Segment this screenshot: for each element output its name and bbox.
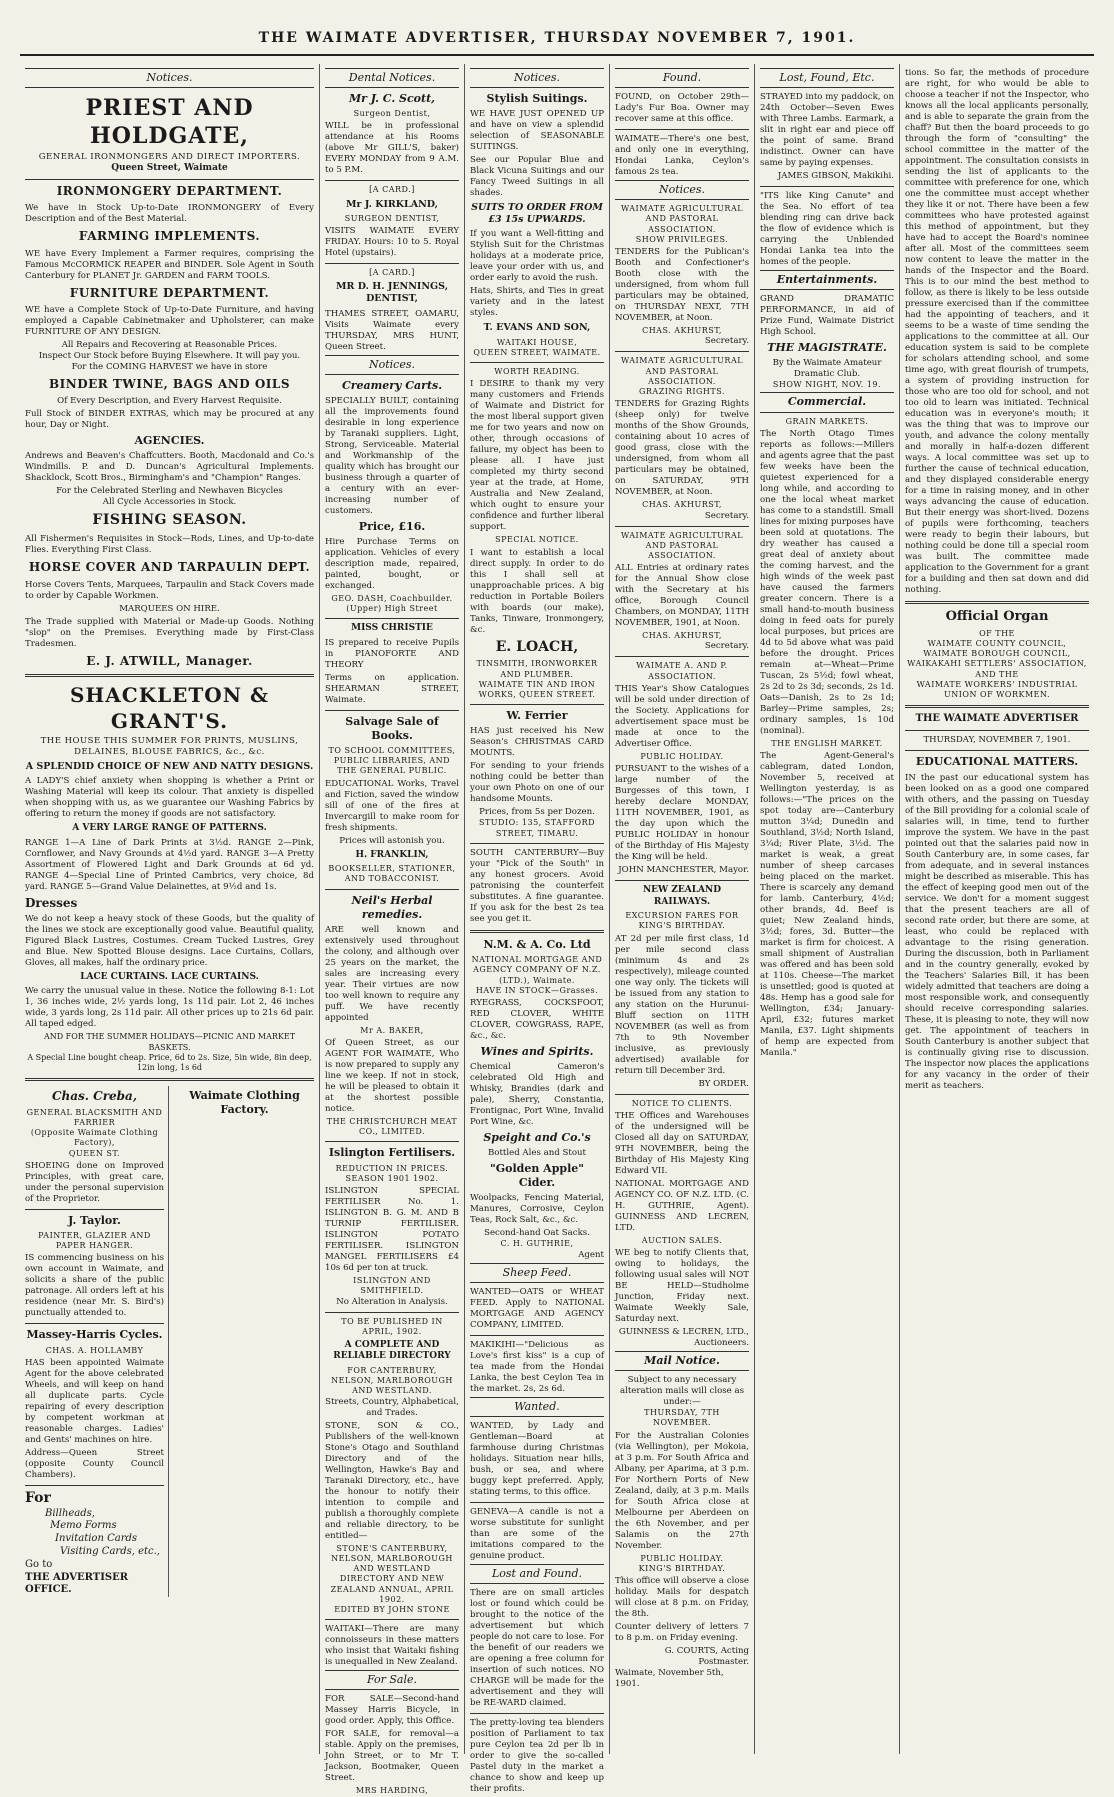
pretty-text: The pretty-loving tea blenders position of Parliament to tax pure Ceylon tea 2d per lb in order to give the so-called Pastel duty in the market a chance to show and keep up their profits.	[470, 1717, 604, 1794]
divider	[325, 263, 459, 264]
section-heading: Commercial.	[760, 392, 894, 412]
show-night: SHOW NIGHT, NOV. 19.	[772, 380, 882, 390]
editorial-text: IN the past our educational system has been looked on as a good one compared with others, and the passing on Tuesday of the Bill providing for a colonial scale of salaries will, in time, tend to further improve the system. We have in the past pointed out that the salaries paid now in South Canterbury are, in some cases, far from adequate, and in several instances might be described as miserable. This has the effect of keeping good men out of the service. We don't for a moment suggest that the present teachers are all of second rate order, but there are some, at least, who could be replaced with advantage to the rising generation. During the discussion, both in Parliament and in the country generally, evoked by the Teachers' Salaries Bill, it has been widely admitted that teachers are doing a most responsible work, and consequently should receive corresponding salaries. These, it is pleasing to note, they will now get. The appointment of teachers in South Canterbury is another subject that is continually giving rise to discussion. The inspector now places the applications for any vacancy in the order of their merit as teachers.	[905, 773, 1089, 1092]
lace-text: We carry the unusual value in these. Notice the following 8-1: Lot 1, 36 inches wide, 2½ yards long, 1s 11d pair. Lot 2, 46 inches wide, 3 yards long, 2s 11d pair. All other prices up to 21s 6d pair. All taped edged.	[25, 986, 314, 1030]
auction-heading: AUCTION SALES.	[641, 1235, 723, 1245]
edited-text: EDITED BY JOHN STONE	[334, 1605, 450, 1615]
nma-title: N.M. & A. Co. Ltd	[483, 937, 591, 951]
grazing-text: TENDERS for Grazing Rights (sheep only) for twelve months of the Show Grounds, containing about 10 acres of good grass, close with the undersigned, from whom all particulars may be obtained, on SATURDAY, 9TH NOVEMBER, at Noon.	[615, 399, 749, 498]
creamery-text: SPECIALLY BUILT, containing all the improvements found desirable in long experience by Taranaki suppliers. Light, Strong, Serviceable. Material and Workmanship of the quality which has brought our business through a quarter of a century with an ever-increasing number of customers.	[325, 395, 459, 516]
show-heading: WAIMATE AGRICULTURAL AND PASTORAL ASSOCIATION.	[620, 204, 744, 234]
grain-text: The North Otago Times reports as follows:—Millers and agents agree that the past few weeks have been the quietest experienced for a long while, and according to one the local wheat market has come to a standstill. Small lines for mixing purposes have been sold at quotations. The dry weather has caused a great deal of anxiety about the coming harvest, and the high winds of the week past have caused the farmers greater concern. There is a small hand-to-mouth business doing in feed oats for purely local purposes, but prices are 4d to 5d above what was paid before the drought. Prices remain at—Wheat—Prime Tuscan, 2s 5½d; fowl wheat, 2s 2d to 2s 3d; seconds, 2s 1d. Oats—Danish, 2s to 2s 1d; Barley—Prime samples, 2s; ordinary samples, 1s 10d (nominal).	[760, 428, 894, 736]
wines-title: Wines and Spirits.	[480, 1044, 594, 1058]
privileges-text: TENDERS for the Publican's Booth and Confectioner's Booth close with the undersigned, from whom full particulars may be obtained, on THURSDAY NEXT, 7TH NOVEMBER, at Noon.	[615, 247, 749, 324]
divider	[470, 843, 604, 844]
golden-title: "Golden Apple" Cider.	[490, 1162, 584, 1190]
creamery-title: Creamery Carts.	[341, 378, 443, 392]
taylor-title: J. Taylor.	[68, 1213, 121, 1227]
divider	[25, 1209, 164, 1210]
newspaper-columns	[20, 64, 1094, 1796]
divider	[25, 1078, 314, 1081]
creba-street: QUEEN ST.	[68, 1148, 121, 1158]
evans-street: QUEEN STREET, WAIMATE.	[473, 347, 601, 357]
no-alteration-text: No Alteration in Analysis.	[336, 1296, 448, 1307]
divider	[615, 880, 749, 881]
section-heading: Found.	[615, 68, 749, 88]
public-text: PURSUANT to the wishes of a large number of the Burgesses of this town, I hereby declare MONDAY, 11TH NOVEMBER, 1901, as the day upon which the PUBLIC HOLIDAY in honour of the Birthday of His Majesty the King will be held.	[615, 764, 749, 863]
firm-location: Queen Street, Waimate	[111, 163, 228, 174]
section-heading: Sheep Feed.	[470, 1263, 604, 1283]
meat-co: THE CHRISTCHURCH MEAT CO., LIMITED.	[326, 1117, 458, 1137]
column-2	[320, 64, 465, 1796]
shackleton-sub: THE HOUSE THIS SUMMER FOR PRINTS, MUSLINS, DELAINES, BLOUSE FABRICS, &c., &c.	[40, 736, 299, 757]
divider	[325, 1619, 459, 1620]
furniture-text: WE have a Complete Stock of Up-to-Date Furniture, and having employed a Capable Cabinetmaker and Upholsterer, can make FURNITURE OF ANY DESIGN.	[25, 304, 314, 337]
org1-label: WAIMATE COUNTY COUNCIL,	[927, 638, 1067, 648]
masthead	[20, 20, 1094, 70]
bicycles-text: For the Celebrated Sterling and Newhaven Bicycles	[56, 486, 283, 497]
for-sale-text: FOR SALE—Second-hand Massey Harris Bicycle, in good order. Apply, this Office.	[325, 1694, 459, 1727]
waitaki-text: WAITAKI—There are many connoisseurs in these matters who insist that Waitaki fishing is unequalled in New Zealand.	[325, 1624, 459, 1668]
wines-text: Chemical Cameron's celebrated Old High and Whisky, Brandies (dark and pale), Sherry, Constantia, Frontignac, Port Wine, Invalid Port Wine, &c.	[470, 1062, 604, 1128]
masthead-rule	[20, 54, 1094, 56]
picnic-text: AND FOR THE SUMMER HOLIDAYS—PICNIC AND MARKET BASKETS.	[43, 1032, 296, 1052]
section-heading: Mail Notice.	[615, 1351, 749, 1371]
mail-sub: Subject to any necessary alteration mails will close as under:—	[619, 1375, 745, 1408]
splendid-heading: A SPLENDID CHOICE OF NEW AND NATTY DESIGNS.	[25, 760, 314, 772]
memo-label: Memo Forms	[50, 1520, 117, 1532]
marquees-text: MARQUEES ON HIRE.	[119, 603, 220, 614]
creamery-more: Hire Purchase Terms on application. Vehicles of every description made, repaired, painted, bought, or exchanged.	[325, 536, 459, 591]
card-label: [A CARD.]	[369, 268, 415, 278]
neils-text: ARE well known and extensively used throughout the colony, and although over 25 years on the market, the sales are increasing every year. Their virtues are now too well known to require any puff. We have recently appointed	[325, 924, 459, 1023]
geneva-text: GENEVA—A candle is not a worse substitute for sunlight than are some of the imitations compared to the genuine product.	[470, 1506, 604, 1561]
trade-text: The Trade supplied with Material or Made-up Goods. Nothing "slop" on the Premises. Everything made by First-Class Tradesmen.	[25, 616, 314, 649]
golden-more: Woolpacks, Fencing Material, Manures, Corrosive, Ceylon Teas, Rock Salt, &c., &c.	[470, 1193, 604, 1226]
thursday-label: THURSDAY, 7TH NOVEMBER.	[644, 1408, 720, 1428]
hats-text: Hats, Shirts, and Ties in great variety and in the latest styles.	[470, 286, 604, 319]
and-the-label: AND THE	[975, 669, 1019, 679]
fertiliser-address: ISLINGTON AND SMITHFIELD.	[353, 1276, 431, 1296]
divider	[470, 704, 604, 705]
grain-heading: GRAIN MARKETS.	[785, 416, 869, 426]
divider	[905, 750, 1089, 751]
scott-title: Mr J. C. Scott,	[348, 92, 435, 106]
divider	[615, 1094, 749, 1095]
dresses-heading: Dresses	[25, 895, 78, 910]
goto-label: Go to	[25, 1558, 53, 1570]
belt-text: A Special Line bought cheap. Price, 6d to 2s. Size, 5in wide, 8in deep, 12in long, 1s 6d	[27, 1052, 312, 1073]
invite-label: Invitation Cards	[55, 1533, 138, 1545]
paper-date: THURSDAY, NOVEMBER 7, 1901.	[923, 735, 1071, 746]
binder-heading: BINDER TWINE, BAGS AND OILS	[49, 376, 290, 391]
paper-name: THE WAIMATE ADVERTISER	[915, 713, 1079, 725]
mail-text: For the Australian Colonies (via Wellington), per Mokoia, at 3 p.m. For South Africa and Albany, per Aparima, at 3 p.m. For Northern Ports of New Zealand, daily, at 3 p.m. Mails for South Africa close at Melbourne per Aberdeen on the 6th November, and per Salamis on the 27th November.	[615, 1430, 749, 1551]
akhurst-name: CHAS. AKHURST,	[642, 631, 722, 641]
hollamby-name: CHAS. A. HOLLAMBY	[45, 1345, 144, 1355]
farming-text: WE have Every Implement a Farmer requires, comprising the Famous McCORMICK REAPER and BINDER. Sole Agent in South Canterbury for PLANET Jr. GARDEN and FARM TOOLS.	[25, 248, 314, 281]
agent-label: Agent	[578, 1249, 604, 1260]
org4-label: WAIMATE WORKERS' INDUSTRIAL UNION OF WORKMEN.	[916, 679, 1078, 700]
jennings-title: MR D. H. JENNINGS, DENTIST,	[336, 281, 448, 305]
massey-title: Massey-Harris Cycles.	[26, 1328, 163, 1342]
date-text: Waimate, November 5th, 1901.	[615, 1668, 724, 1690]
akhurst-name: CHAS. AKHURST,	[642, 326, 722, 336]
guinness-name: GUINNESS & LECREN, LTD., Auctioneers.	[618, 1327, 749, 1349]
for-label: For	[25, 1489, 51, 1506]
grand-text: GRAND DRAMATIC PERFORMANCE, in aid of Prize Fund, Waimate District High School.	[760, 294, 894, 338]
ranges-text: RANGE 1—A Line of Dark Prints at 3½d. RANGE 2—Pink, Cornflower, and Navy Grounds at 4½d yard. RANGE 3—A Pretty Assortment of Flowered Light and Dark Grounds at 6d yd. RANGE 4—Special Line of Printed Cambrics, very choice, 8d yard. RANGE 5—Grand Value Delainettes, at 9½d and 1s.	[25, 837, 314, 892]
scott-text: WILL be in professional attendance at his Rooms (above Mr GILL'S, baker) EVERY MONDAY from 9 A.M. to 5 P.M.	[325, 121, 459, 176]
christie-title: MISS CHRISTIE	[351, 623, 433, 634]
column-5	[755, 64, 900, 1754]
office-text: This office will observe a close holiday. Mails for despatch will close at 8 p.m. on Friday, the 8th.	[615, 1576, 749, 1620]
dash-street: (Upper) High Street	[346, 604, 438, 614]
section-heading: Lost and Found.	[470, 1564, 604, 1584]
divider	[615, 129, 749, 130]
suits-title: SUITS TO ORDER FROM £3 15s UPWARDS.	[471, 202, 603, 226]
divider	[470, 1335, 604, 1336]
privileges-heading: SHOW PRIVILEGES.	[635, 234, 729, 244]
column-6	[900, 64, 1094, 1754]
season-text: SEASON 1901 1902.	[345, 1173, 439, 1183]
railways-heading: NEW ZEALAND RAILWAYS.	[642, 885, 722, 907]
ferrier-prices: Prices, from 5s per Dozen.	[479, 807, 595, 818]
waimate-tea-text: WAIMATE—There's one best, and only one in everything, Hondai Lanka, Ceylon's famous 2s tea.	[615, 134, 749, 178]
islington-title: Islington Fertilisers.	[328, 1146, 456, 1160]
section-heading: Wanted.	[470, 1397, 604, 1417]
directory-title: A COMPLETE AND RELIABLE DIRECTORY	[333, 1339, 451, 1362]
excursion-text: AT 2d per mile first class, 1d per mile second class (minimum 4s and 2s respectively), mileage counted one way only. The tickets will be issued from any station to any station on the Hurunui-Bluff section on 11TH NOVEMBER (as well as from 7th to 9th November inclusive, as previously advertised) available for return till December 3rd.	[615, 933, 749, 1076]
baker-text: Of Queen Street, as our AGENT FOR WAIMATE, Who is now prepared to supply any line we keep. If not in stock, he will be pleased to obtain it at the shortest possible notice.	[325, 1038, 459, 1115]
fishing-text: All Fishermen's Requisites in Stock—Rods, Lines, and Up-to-date Flies. Everything First Class.	[25, 534, 314, 556]
ryegrass-text: RYEGRASS, COCKSFOOT, RED CLOVER, WHITE CLOVER, COWGRASS, RAPE, &c., &c.	[470, 997, 604, 1041]
excursion-heading: EXCURSION FARES FOR KING'S BIRTHDAY.	[625, 911, 739, 931]
lace-heading: LACE CURTAINS. LACE CURTAINS.	[80, 971, 259, 982]
franklin-name: H. FRANKLIN,	[355, 849, 429, 860]
masthead-title: THE WAIMATE ADVERTISER, THURSDAY NOVEMBER 7, 1901.	[258, 30, 856, 46]
removal-text: FOR SALE, for removal—a stable. Apply on the premises, John Street, or to Mr T. Jackson, Bootmaker, Queen Street.	[325, 1729, 459, 1784]
closing-heading: NOTICE TO CLIENTS.	[631, 1098, 733, 1108]
entries-text: ALL Entries at ordinary rates for the Annual Show close with the Secretary at his office, Borough Council Chambers, on MONDAY, 11TH NOVEMBER, 1901, at Noon.	[615, 563, 749, 629]
section-heading: Notices.	[615, 180, 749, 200]
divider	[325, 710, 459, 711]
kirkland-sub: SURGEON DENTIST,	[344, 213, 440, 223]
divider	[25, 1485, 164, 1486]
public-heading: PUBLIC HOLIDAY.	[640, 751, 724, 761]
counter-text: Counter delivery of letters 7 to 8 p.m. on Friday evening.	[615, 1622, 749, 1644]
section-heading: Notices.	[325, 355, 459, 375]
education-intro-text: tions. So far, the methods of procedure are right, for who would be able to choose a teacher if not the Inspector, who knows all the local applicants personally, and is able to separate the grain from the chaff? But then the board proceeds to go through the form of "consulting" the school committee in the matter of the appointment. The consultation consists in sending the list of applicants to the committee with preference for one, which one the committee must accept whether they like it or not. There have been a few committees who have protested against this method of appointment, but they have had to accept the Board's nominee after all. Most of the committees seem now content to leave the matter in the hands of the Inspector and the Board. This is to our mind the best method to follow, as there is likely to be less outside pressure exercised than if the committee had the appointing of teachers, and it seems to be a waste of time sending the applications to the committee at all. Our education system is said to be complete for scholars attending school, and some time ago, with great flourish of trumpets, a system of providing instruction for those who are too old for school, and not too old to learn was initiated. Technical education was in everyone's mouth; it was the thing that was to improve our youth, and advance the colony mentally and morally in half-a-dozen different ways. A local committee was set up to further the cause of technical education, and they displayed considerable energy for a time in raising money, and in other ways advancing the cause of education. But their energy was short-lived. Dozens of pupils were forthcoming, teachers were ready to begin their labours, but nothing could be done till a special room was built. The committee made application to the Government for a grant for a building and then sat down and did nothing.	[905, 68, 1089, 595]
furniture-heading: FURNITURE DEPARTMENT.	[69, 285, 270, 300]
divider	[760, 186, 894, 187]
divider	[25, 179, 314, 180]
loach-sub: TINSMITH, IRONWORKER AND PLUMBER.	[476, 659, 598, 679]
ferrier-text: HAS just received his New Season's CHRISTMAS CARD MOUNTS.	[470, 726, 604, 759]
manager-name: E. J. ATWILL, Manager.	[86, 653, 253, 668]
prices-text: Prices will astonish you.	[339, 835, 445, 846]
neils-title: Neil's Herbal remedies.	[351, 893, 433, 921]
secretary-label: Secretary.	[704, 641, 749, 652]
office-label: THE ADVERTISER OFFICE.	[25, 1571, 129, 1596]
makikihi-text: MAKIKIHI—"Delicious as Love's first kiss" is a cup of tea made from the Hondai Lanka, the best Ceylon Tea in the market. 2s, 2s 6d.	[470, 1339, 604, 1394]
reduction-text: REDUCTION IN PRICES.	[335, 1163, 449, 1173]
divider	[905, 730, 1089, 731]
priest-holdgate-title: PRIEST AND HOLDGATE,	[85, 95, 254, 150]
org2-label: WAIMATE BOROUGH COUNCIL,	[923, 649, 1071, 659]
scott-sub: Surgeon Dentist,	[353, 109, 431, 119]
divider	[325, 1141, 459, 1142]
agencies-heading: AGENCIES.	[134, 434, 205, 448]
dresses-text: We do not keep a heavy stock of these Goods, but the quality of the lines we stock are exceptionally good value. Beautiful quality, Figured Black Lustres, Costumes. Cream Tucked Lustres, Grey and Blue. New Spotted Blouse designs. Lace Curtains, Collars, Gloves, all makes, half the ordinary price.	[25, 913, 314, 968]
visiting-label: Visiting Cards, etc.,	[60, 1546, 160, 1558]
ironmongery-text: We have in Stock Up-to-Date IRONMONGERY of Every Description and of the Best Material.	[25, 203, 314, 225]
section-heading: Dental Notices.	[325, 68, 459, 88]
firm-subtitle: GENERAL IRONMONGERS AND DIRECT IMPORTERS.	[38, 152, 301, 163]
gibson-name: JAMES GIBSON, Makikihi.	[777, 171, 894, 182]
wanted-text: WANTED, by Lady and Gentleman—Board at farmhouse during Christmas holidays. Situation near hills, bush, or sea, and where buggy kept preferred. Apply, stating terms, to this office.	[470, 1420, 604, 1497]
strayed-text: STRAYED into my paddock, on 24th October—Seven Ewes with Three Lambs. Earmark, a slit in right ear and piece off the point of same. Brand indistinct. Owner can have same by paying expenses.	[760, 92, 894, 169]
found-text: FOUND, on October 29th—Lady's Fur Boa. Owner may recover same at this office.	[615, 92, 749, 125]
divider	[615, 526, 749, 527]
billheads-label: Billheads,	[45, 1507, 95, 1519]
section-heading: Entertainments.	[760, 270, 894, 290]
christie-more: Terms on application. SHEARMAN STREET, Waimate.	[325, 672, 459, 705]
stone-title: STONE'S CANTERBURY, NELSON, MARLBOROUGH AND WESTLAND DIRECTORY AND NEW ZEALAND ANNUAL, APRIL 1902.	[330, 1543, 454, 1604]
guthrie-name: C. H. GUTHRIE,	[500, 1239, 574, 1249]
ferrier-name: W. Ferrier	[506, 709, 568, 723]
south-canterbury-text: SOUTH CANTERBURY—Buy your "Pick of the South" in any honest grocers. Avoid patronising the counterfeit substitutes. A fine guarantee. If you ask for the best 2s tea see you get it.	[470, 847, 604, 924]
lost-text: There are on small articles lost or found which could be brought to the notice of the advertisement but which people do not care to lose. For the benefit of our readers we are opening a free column for insertion of such notices. NO CHARGE will be made for the advertisement and they will be RE-WARD claimed.	[470, 1587, 604, 1708]
divider	[470, 362, 604, 363]
show-heading: WAIMATE AGRICULTURAL AND PASTORAL ASSOCIATION.	[620, 530, 744, 560]
akhurst-name: CHAS. AKHURST,	[642, 500, 722, 510]
canute-text: "ITS like King Canute" and the Sea. No effort of tea blending ring can drive back the flow of evidence which is carrying the Unblended Hondai Lanka tea into the homes of the people.	[760, 191, 894, 268]
section-heading: Lost, Found, Etc.	[760, 68, 894, 88]
divider	[25, 674, 314, 677]
ap-heading: WAIMATE A. AND P. ASSOCIATION.	[636, 661, 728, 681]
hollamby-address: Address—Queen Street (opposite County Council Chambers).	[25, 1447, 164, 1480]
speight-title: Speight and Co.'s	[483, 1131, 591, 1145]
stylish-title: Stylish Suitings.	[486, 92, 588, 106]
creba-text: SHOEING done on Improved Principles, with great care, under the personal supervision of the Proprietor.	[25, 1160, 164, 1204]
agencies-text: Andrews and Beaven's Chaffcutters. Booth, Macdonald and Co.'s Windmills. P. and D. Duncan's Agricultural Implements. Shacklock, Scott Bros., Birmingham's and "Champion" Ranges.	[25, 451, 314, 484]
show-heading: WAIMATE AGRICULTURAL AND PASTORAL ASSOCIATION.	[620, 356, 744, 386]
editorial-title: EDUCATIONAL MATTERS.	[915, 754, 1079, 768]
divider	[615, 351, 749, 352]
evans-sub: WAITAKI HOUSE,	[496, 337, 578, 347]
special-heading: SPECIAL NOTICE.	[495, 535, 579, 545]
english-heading: THE ENGLISH MARKET.	[771, 738, 883, 748]
serge-text: See our Popular Blue and Black Vicuna Suitings and our Fancy Tweed Suitings in all shades.	[470, 155, 604, 199]
large-range-heading: A VERY LARGE RANGE OF PATTERNS.	[72, 823, 267, 834]
repairs-text: All Repairs and Recovering at Reasonable Prices.	[61, 339, 278, 350]
harding-name: MRS HARDING,	[355, 1786, 429, 1796]
dash-name: GEO. DASH, Coachbuilder.	[331, 593, 453, 603]
binder-extras: Full Stock of BINDER EXTRAS, which may be procured at any hour, Day or Night.	[25, 409, 314, 431]
hollamby-text: HAS been appointed Waimate Agent for the above celebrated Wheels, and will keep on hand all duplicate parts. Cycle repairing of every description by competent workman at reasonable charges. Ladies' and Gents' machines on hire.	[25, 1357, 164, 1445]
christie-text: IS prepared to receive Pupils in PIANOFORTE AND THEORY	[325, 637, 459, 670]
divider	[905, 601, 1089, 604]
creamery-price: Price, £16.	[358, 519, 426, 533]
divider	[325, 889, 459, 890]
inspect-text: Inspect Our Stock before Buying Elsewhere. It will pay you.	[38, 350, 301, 361]
special-text: I want to establish a local direct supply. In order to do this I shall sell at unapproachable prices. A big reduction in Portable Boilers with boards (our make), Tanks, Tinware, Ironmongery, &c.	[470, 547, 604, 635]
nma-full: NATIONAL MORTGAGE AND AGENCY COMPANY OF N.Z. (LTD.), Waimate.	[471, 955, 603, 985]
stylish-text: WE HAVE JUST OPENED UP and have on view a splendid selection of SEASONABLE SUITINGS.	[470, 109, 604, 153]
bottom-ads	[25, 1086, 314, 1597]
creba-title: Chas. Creba,	[51, 1089, 137, 1104]
jennings-text: THAMES STREET, OAMARU, Visits Waimate every THURSDAY, MRS HUNT, Queen Street.	[325, 308, 459, 352]
worth-heading: WORTH READING.	[494, 367, 580, 377]
loach-name: E. LOACH,	[495, 638, 579, 655]
courts-name: G. COURTS, Acting Postmaster.	[664, 1646, 749, 1668]
auction-text: WE beg to notify Clients that, owing to holidays, the following usual sales will NOT BE HELD—Studholme Junction, Friday next. Waimate Weekly Sale, Saturday next.	[615, 1248, 749, 1325]
divider	[470, 1502, 604, 1503]
companies-text: NATIONAL MORTGAGE AND AGENCY CO. OF N.Z. LTD. (C. H. GUTHRIE, Agent). GUINNESS AND LECREN, LTD.	[615, 1178, 749, 1233]
divider	[470, 930, 604, 933]
franklin-sub: BOOKSELLER, STATIONER, AND TOBACCONIST.	[328, 864, 456, 884]
grazing-heading: GRAZING RIGHTS.	[639, 387, 725, 397]
kings-birthday: KING'S BIRTHDAY.	[638, 1563, 726, 1573]
salvage-sub: TO SCHOOL COMMITTEES, PUBLIC LIBRARIES, AND THE GENERAL PUBLIC.	[328, 745, 456, 776]
magistrate-title: THE MAGISTRATE.	[767, 341, 887, 355]
farming-heading: FARMING IMPLEMENTS.	[78, 229, 261, 244]
fertiliser-text: ISLINGTON SPECIAL FERTILISER No. 1. ISLINGTON B. G. M. AND B TURNIP FERTILISER. ISLINGTON POTATO FERTILISER. ISLINGTON MANGEL FERTILISERS £4 10s 6d per ton at truck.	[325, 1186, 459, 1274]
english-text: The Agent-General's cablegram, dated London, November 5, received at Wellington yesterday, is as follows:—"The prices on the spot today are—Canterbury mutton 3¼d; Dunedin and Southland, 3½d; North Island, 3¼d; River Plate, 3½d. The market is weak, a great number of sheep carcases being placed on the market. There is scarcely any demand for lamb. Canterbury, 4½d; other brands, 4d. Beef is quiet; New Zealand hinds, 3½d; fores, 3d. Butter—the market is firm for choicest. A small shipment of Australian was offered and has been sold at 110s. Cheese—The market is unsettled; good is quoted at 48s. Hemp has a good sale for Wellington, £34; January-April, £32; futures market Manila, £37. Light shipments of hemp are expected from Manila."	[760, 751, 894, 1059]
divider	[470, 1713, 604, 1714]
horse-cover-text: Horse Covers Tents, Marquees, Tarpaulin and Stack Covers made to order by Capable Workmen.	[25, 579, 314, 601]
section-heading: Notices.	[25, 68, 314, 88]
loach-address: WAIMATE TIN AND IRON WORKS, QUEEN STREET.	[478, 679, 596, 700]
publish-text: TO BE PUBLISHED IN APRIL, 1902.	[341, 1316, 443, 1336]
column-3	[465, 64, 610, 1794]
creba-sub: GENERAL BLACKSMITH AND FARRIER	[26, 1107, 163, 1127]
cycle-acc-text: All Cycle Accessories in Stock.	[102, 497, 237, 508]
column-4	[610, 64, 755, 1754]
shackleton-title: SHACKLETON & GRANT'S.	[69, 682, 270, 733]
creba-opp: (Opposite Waimate Clothing Factory),	[30, 1128, 159, 1148]
salvage-title: Salvage Sale of Books.	[345, 714, 439, 742]
closing-text: THE Offices and Warehouses of the undersigned will be Closed all day on SATURDAY, 9TH NOVEMBER, being the Birthday of His Majesty King Edward VII.	[615, 1110, 749, 1176]
creba-ad	[25, 1086, 169, 1597]
of-the-label: OF THE	[979, 628, 1015, 638]
divider	[325, 1312, 459, 1313]
kirkland-text: VISITS WAIMATE EVERY FRIDAY. Hours: 10 to 5. Royal Hotel (upstairs).	[325, 226, 459, 259]
horse-cover-heading: HORSE COVER AND TARPAULIN DEPT.	[28, 560, 311, 575]
harvest-text: For the COMING HARVEST we have in store	[71, 361, 268, 372]
section-heading: Notices.	[470, 68, 604, 88]
card-label: [A CARD.]	[369, 185, 415, 195]
stone-text: STONE, SON & CO., Publishers of the well-known Stone's Otago and Southland Directory and of the Wellington, Hawke's Bay and Taranaki Directory, etc., have the honour to notify their intention to compile and publish a thoroughly complete and reliable directory, to be entitled—	[325, 1420, 459, 1541]
divider	[325, 180, 459, 181]
ferrier-more: For sending to your friends nothing could be better than your own Photo on one of our handsome Mounts.	[470, 761, 604, 805]
divider	[615, 656, 749, 657]
speight-sub: Bottled Ales and Stout	[487, 1148, 587, 1159]
fishing-heading: FISHING SEASON.	[92, 512, 247, 529]
magistrate-by: By the Waimate Amateur Dramatic Club.	[772, 358, 882, 380]
divider	[905, 705, 1089, 708]
ironmongery-heading: IRONMONGERY DEPARTMENT.	[56, 183, 283, 198]
binder-sub: Of Every Description, and Every Harvest Requisite.	[57, 396, 282, 407]
sheep-text: WANTED—OATS or WHEAT FEED. Apply to NATIONAL MORTGAGE AND AGENCY COMPANY, LIMITED.	[470, 1286, 604, 1330]
clothing-title: Waimate Clothing Factory.	[189, 1089, 300, 1117]
salvage-text: EDUCATIONAL Works, Travel and Fiction, saved the window sill of one of the fires at Invercargill to make room for fresh shipments.	[325, 778, 459, 833]
mayor-name: JOHN MANCHESTER, Mayor.	[618, 865, 749, 876]
divider	[25, 1323, 164, 1324]
studio-text: STUDIO: 135, STAFFORD STREET, TIMARU.	[478, 818, 596, 838]
have-text: HAVE IN STOCK—Grasses.	[475, 985, 599, 995]
baker-name: Mr A. BAKER,	[360, 1025, 424, 1035]
org3-label: WAIKAKAHI SETTLERS' ASSOCIATION,	[907, 659, 1087, 669]
catalog-text: THIS Year's Show Catalogues will be sold under direction of the Society. Applications for advertisement space must be made at once to the Advertiser Office.	[615, 683, 749, 749]
sacks-text: Second-hand Oat Sacks.	[484, 1228, 590, 1239]
directory-sub: FOR CANTERBURY, NELSON, MARLBOROUGH AND WESTLAND.	[331, 1366, 453, 1396]
suits-text: If you want a Well-fitting and Stylish Suit for the Christmas holidays at a moderate price, leave your order with us, and order early to avoid the rush.	[470, 229, 604, 284]
lady-text: A LADY'S chief anxiety when shopping is whether a Print or Washing Material will keep its colour. That anxiety is dispelled when shopping with us, as we guarantee our Washing Fabrics by offering to return the money if goods are not satisfactory.	[25, 776, 314, 820]
kirkland-title: Mr J. KIRKLAND,	[346, 198, 438, 210]
holiday-heading: PUBLIC HOLIDAY.	[640, 1553, 724, 1563]
evans-name: T. EVANS AND SON,	[483, 322, 591, 334]
official-organ-title: Official Organ	[945, 609, 1049, 624]
column-1	[20, 64, 320, 1754]
taylor-text: IS commencing business on his own account in Waimate, and solicits a share of the public patronage. All orders left at his residence (near Mr. S. Bird's) punctually attended to.	[25, 1253, 164, 1319]
worth-text: I DESIRE to thank my very many customers and Friends of Waimate and District for the most liberal support given me for two years and now on other, through occasions of failure, my object has been to please all. I have just completed my thirty second year at the trade, at Home, Australia and New Zealand, which ought to ensure your confidence and further liberal support.	[470, 379, 604, 533]
order-label: BY ORDER.	[698, 1078, 749, 1089]
divider	[325, 618, 459, 619]
secretary-label: Secretary.	[704, 510, 749, 521]
secretary-label: Secretary.	[704, 336, 749, 347]
street-text: Streets, Country, Alphabetical, and Trades.	[325, 1396, 459, 1418]
clothing-ad	[175, 1086, 314, 1597]
taylor-sub: PAINTER, GLAZIER AND PAPER HANGER.	[38, 1230, 151, 1251]
section-heading: For Sale.	[325, 1670, 459, 1690]
